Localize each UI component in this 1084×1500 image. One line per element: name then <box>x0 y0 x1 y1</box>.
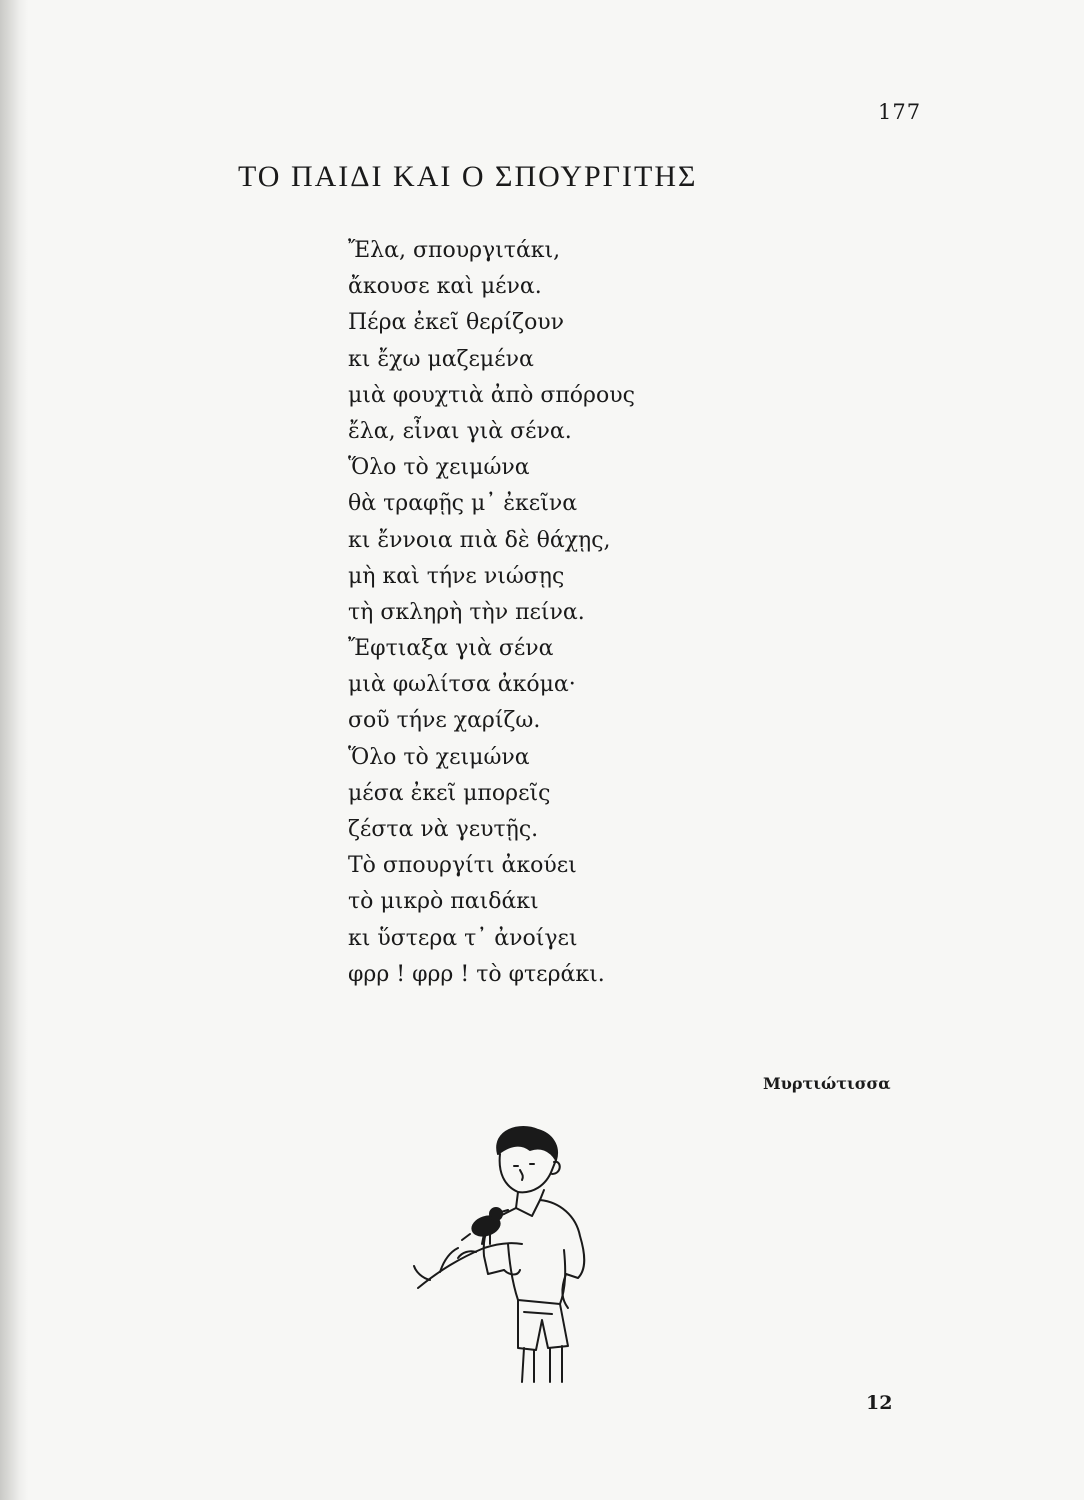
page-binding-shadow <box>0 0 28 1500</box>
poem-line: μιὰ φωλίτσα ἀκόμα· <box>348 672 576 698</box>
poem-line: Ὅλο τὸ χειμώνα <box>348 744 530 770</box>
page-number: 177 <box>878 100 922 124</box>
poem-line: φρρ ! φρρ ! τὸ φτεράκι. <box>348 961 605 987</box>
poem-line: Πέρα ἐκεῖ θερίζουν <box>348 310 565 336</box>
poem-line: Ὅλο τὸ χειμώνα <box>348 455 530 481</box>
poem-line: τὸ μικρὸ παιδάκι <box>348 889 539 915</box>
poem-line: ἄκουσε καὶ μένα. <box>348 274 542 300</box>
poem-line: Τὸ σπουργίτι ἀκούει <box>348 853 577 879</box>
poem-author: Μυρτιώτισσα <box>763 1074 891 1093</box>
poem-line: Ἔλα, σπουργιτάκι, <box>348 238 561 263</box>
poem-line: μέσα ἐκεῖ μπορεῖς <box>348 780 551 806</box>
poem-line: κι ὕστερα τ᾽ ἀνοίγει <box>348 925 578 951</box>
poem-line: τὴ σκληρὴ τὴν πείνα. <box>348 599 585 625</box>
poem-line: κι ἔχω μαζεμένα <box>348 346 534 372</box>
poem-line: κι ἔννοια πιὰ δὲ θάχῃς, <box>348 527 611 553</box>
signature-mark: 12 <box>866 1392 893 1414</box>
poem-line: ἔλα, εἶναι γιὰ σένα. <box>348 418 572 444</box>
poem-line: μὴ καὶ τήνε νιώσῃς <box>348 563 565 589</box>
poem-line: σοῦ τήνε χαρίζω. <box>348 708 541 734</box>
poem-line: Ἔφτιαξα γιὰ σένα <box>348 636 554 662</box>
boy-with-sparrow-drawing <box>400 1120 640 1390</box>
poem-title: ΤΟ ΠΑΙΔΙ ΚΑΙ Ο ΣΠΟΥΡΓΙΤΗΣ <box>238 160 698 193</box>
poem-body <box>348 233 635 993</box>
poem-line: ζέστα νὰ γευτῇς. <box>348 817 539 842</box>
poem-line: μιὰ φουχτιὰ ἀπὸ σπόρους <box>348 382 635 408</box>
poem-line: θὰ τραφῇς μ᾽ ἐκεῖνα <box>348 491 578 517</box>
